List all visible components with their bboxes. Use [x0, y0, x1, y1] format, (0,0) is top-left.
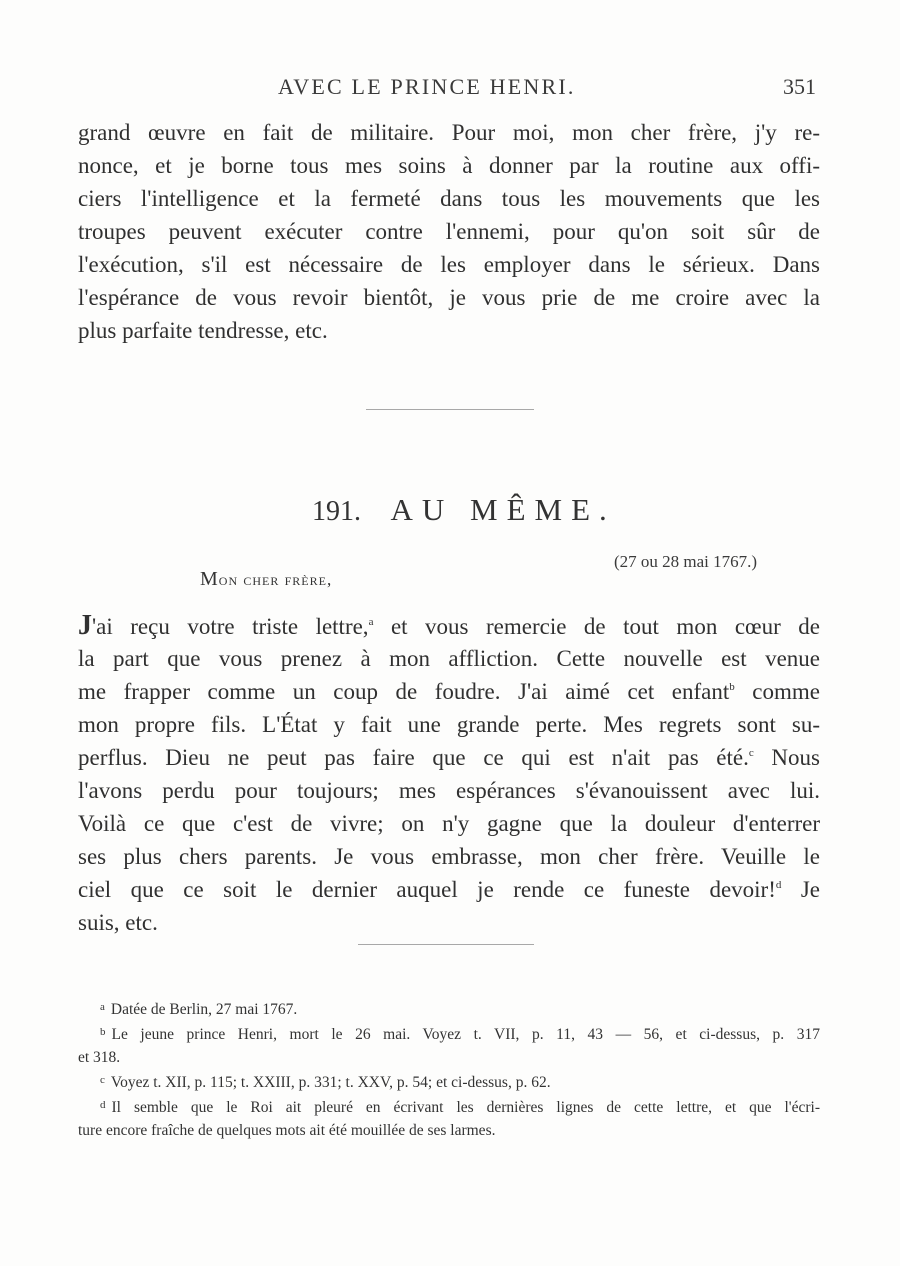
footnote-d-continued: ture encore fraîche de quelques mots ait été mouillée de ses larmes.: [78, 1122, 496, 1139]
text-line: mon propre fils. L'État y fait une grande perte. Mes regrets sont su-: [78, 712, 820, 737]
running-head: [0, 74, 900, 102]
section-divider: [366, 409, 534, 410]
letter-date: (27 ou 28 mai 1767.): [614, 552, 758, 571]
footnotes: [78, 996, 820, 1142]
footnote-d: $^d$ Il semble que le Roi ait pleuré en écrivant les dernières lignes de cette lettre, et que l'écri-: [100, 1099, 820, 1116]
text-line: ciel que ce soit le dernier auquel je rende ce funeste devoir!$^d$ Je: [78, 877, 820, 902]
text-line: ciers l'intelligence et la fermeté dans tous les mouvements que les: [78, 186, 820, 211]
footnote-ref[interactable]: a: [368, 616, 374, 628]
text-line: perflus. Dieu ne peut pas faire que ce qui est n'ait pas été.$^c$ Nous: [78, 745, 820, 770]
text-line: J'ai reçu votre triste lettre,$^a$ et vous remercie de tout mon cœur de: [78, 610, 820, 641]
footnote-ref[interactable]: b: [729, 681, 735, 693]
text-line: la part que vous prenez à mon affliction. Cette nouvelle est venue: [78, 646, 820, 671]
running-title: AVEC LE PRINCE HENRI.: [278, 74, 576, 99]
letter-title: AU MÊME.: [390, 492, 616, 527]
page-number: 351: [783, 74, 816, 99]
previous-letter-ending: [78, 116, 820, 347]
text-line: me frapper comme un coup de foudre. J'ai aimé cet enfant$^b$ comme: [78, 679, 820, 704]
salutation: Mon cher frère,: [200, 568, 333, 590]
text-line: l'avons perdu pour toujours; mes espérances s'évanouissent avec lui.: [78, 778, 820, 803]
letter-number: 191.: [312, 496, 361, 527]
text-line: l'espérance de vous revoir bientôt, je vous prie de me croire avec la: [78, 285, 820, 310]
text-line: l'exécution, s'il est nécessaire de les employer dans le sérieux. Dans: [78, 252, 820, 277]
text-line: plus parfaite tendresse, etc.: [78, 318, 328, 343]
section-divider: [358, 944, 534, 945]
text-line: suis, etc.: [78, 910, 158, 935]
text-line: troupes peuvent exécuter contre l'ennemi, pour qu'on soit sûr de: [78, 219, 820, 244]
footnote-b-continued: et 318.: [78, 1049, 121, 1066]
letter-body: [78, 609, 820, 939]
footnote-ref[interactable]: d: [775, 879, 782, 891]
text-line: nonce, et je borne tous mes soins à donner par la routine aux offi-: [78, 153, 820, 178]
footnote-a: $^a$ Datée de Berlin, 27 mai 1767.: [100, 1001, 298, 1018]
text-line: ses plus chers parents. Je vous embrasse, mon cher frère. Veuille le: [78, 844, 820, 869]
letter-heading: [312, 492, 616, 528]
footnote-c: $^c$ Voyez t. XII, p. 115; t. XXIII, p. 331; t. XXV, p. 54; et ci-dessus, p. 62.: [100, 1074, 551, 1091]
footnote-ref[interactable]: c: [748, 747, 754, 759]
text-line: grand œuvre en fait de militaire. Pour moi, mon cher frère, j'y re-: [78, 120, 820, 145]
footnote-b: $^b$ Le jeune prince Henri, mort le 26 mai. Voyez t. VII, p. 11, 43 — 56, et ci-dessus, p. 317: [100, 1026, 820, 1043]
drop-cap: J: [78, 610, 92, 641]
text-line: Voilà ce que c'est de vivre; on n'y gagne que la douleur d'enterrer: [78, 811, 820, 836]
